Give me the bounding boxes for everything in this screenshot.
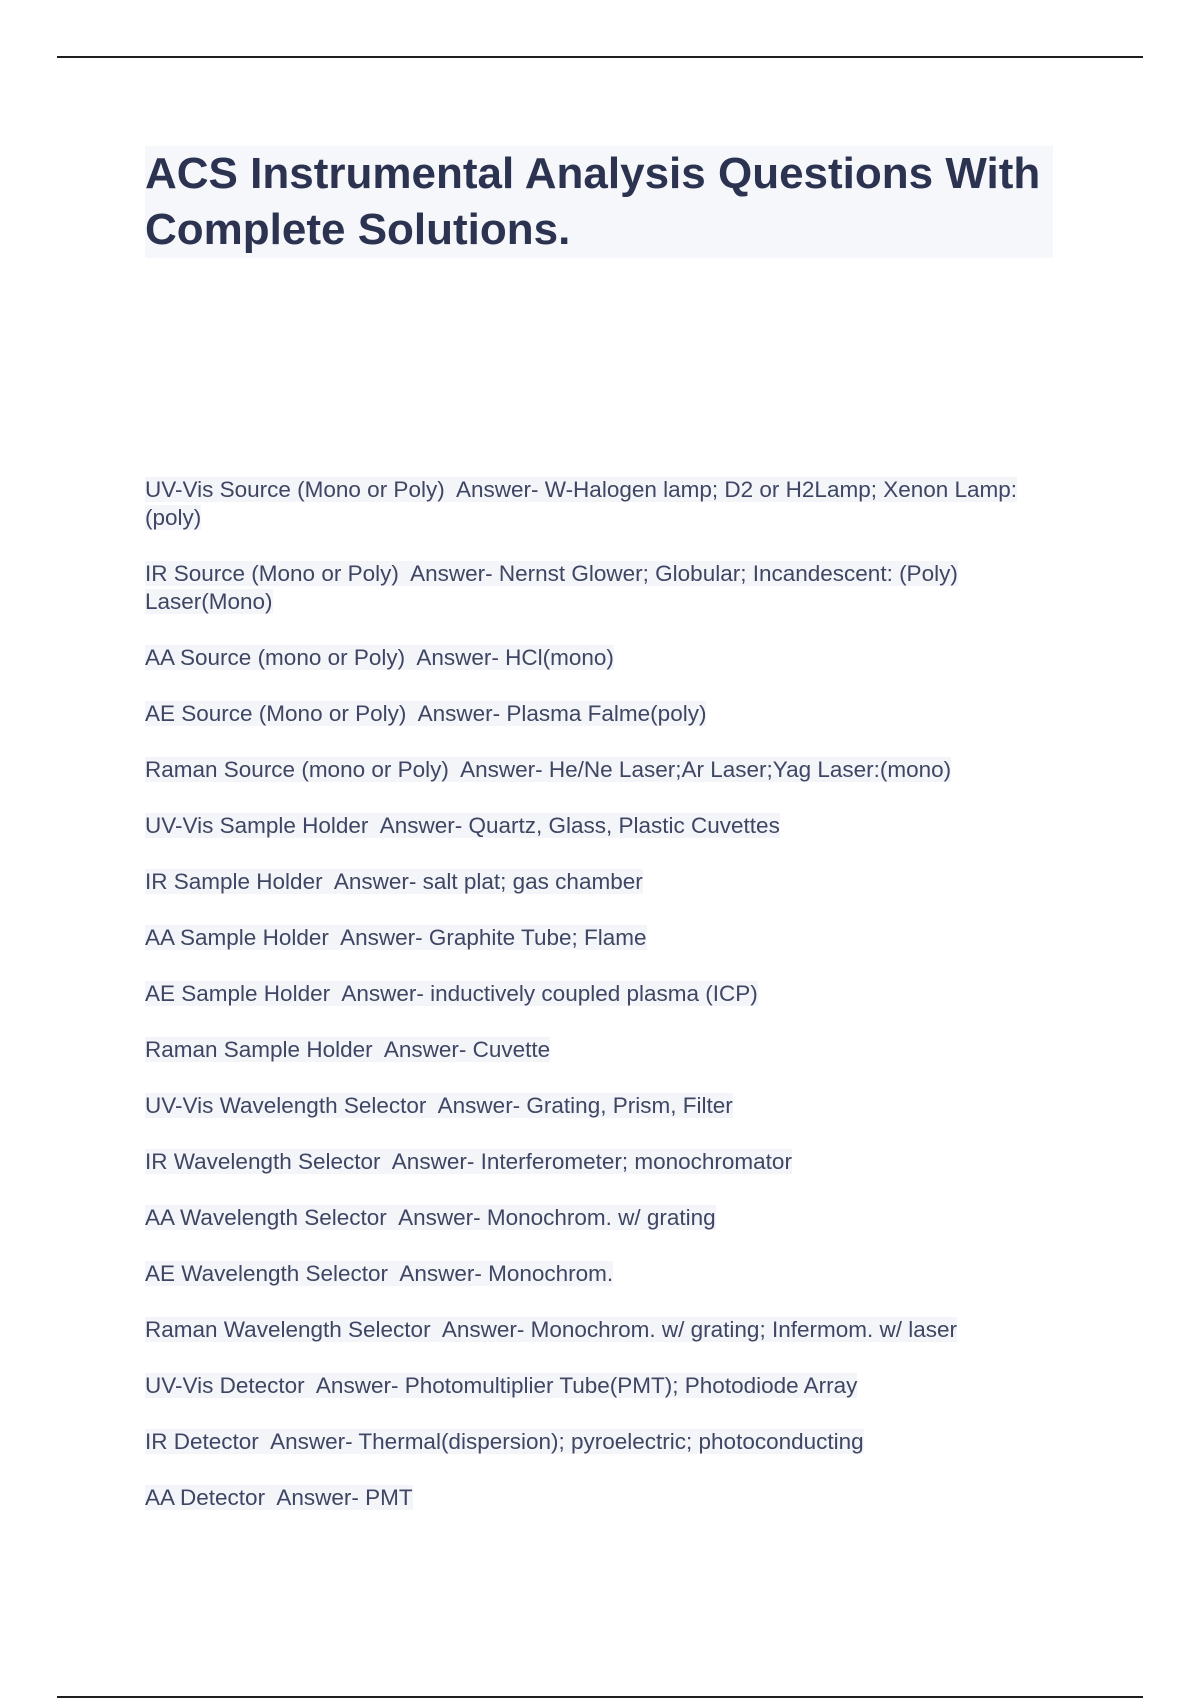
qa-item [145, 1260, 1045, 1288]
qa-item [145, 1204, 1045, 1232]
question-text: UV-Vis Wavelength Selector [145, 1093, 427, 1118]
qa-item [145, 1092, 1045, 1120]
top-divider [57, 56, 1143, 58]
answer-text: Answer- salt plat; gas chamber [333, 869, 643, 894]
qa-list [145, 476, 1045, 1512]
answer-text: Answer- HCl(mono) [416, 645, 614, 670]
answer-text: Answer- Graphite Tube; Flame [340, 925, 647, 950]
answer-text: Answer- Thermal(dispersion); pyroelectric; photoconducting [270, 1429, 864, 1454]
document-title: ACS Instrumental Analysis Questions With Complete Solutions. [145, 149, 1041, 254]
qa-item [145, 868, 1045, 896]
question-text: AE Source (Mono or Poly) [145, 701, 407, 726]
question-text: AA Sample Holder [145, 925, 329, 950]
question-text: AE Sample Holder [145, 981, 331, 1006]
question-text: AE Wavelength Selector [145, 1261, 389, 1286]
qa-item [145, 1148, 1045, 1176]
answer-text: Answer- Grating, Prism, Filter [437, 1093, 733, 1118]
question-text: Raman Wavelength Selector [145, 1317, 431, 1342]
question-text: UV-Vis Detector [145, 1373, 305, 1398]
qa-item [145, 1428, 1045, 1456]
qa-item [145, 1036, 1045, 1064]
answer-text: Answer- inductively coupled plasma (ICP) [341, 981, 758, 1006]
title-block [145, 146, 1053, 258]
answer-text: Answer- Monochrom. w/ grating [398, 1205, 716, 1230]
answer-text: Answer- Cuvette [383, 1037, 551, 1062]
question-text: UV-Vis Source (Mono or Poly) [145, 477, 445, 502]
qa-item [145, 1484, 1045, 1512]
answer-text: Answer- PMT [276, 1485, 413, 1510]
qa-item [145, 560, 1045, 616]
answer-text: Answer- Quartz, Glass, Plastic Cuvettes [379, 813, 780, 838]
question-text: Raman Source (mono or Poly) [145, 757, 449, 782]
answer-text: Answer- Monochrom. w/ grating; Infermom. w/ laser [441, 1317, 957, 1342]
answer-text: Answer- Nernst Glower; Globular; Incandescent: (Poly) Laser(Mono) [145, 561, 958, 614]
qa-item [145, 924, 1045, 952]
qa-item [145, 644, 1045, 672]
qa-item [145, 756, 1045, 784]
qa-item [145, 980, 1045, 1008]
question-text: AA Wavelength Selector [145, 1205, 387, 1230]
question-text: IR Source (Mono or Poly) [145, 561, 399, 586]
question-text: AA Detector [145, 1485, 266, 1510]
qa-item [145, 1372, 1045, 1400]
question-text: IR Detector [145, 1429, 259, 1454]
answer-text: Answer- Plasma Falme(poly) [417, 701, 707, 726]
answer-text: Answer- W-Halogen lamp; D2 or H2Lamp; Xenon Lamp:(poly) [145, 477, 1018, 530]
answer-text: Answer- Photomultiplier Tube(PMT); Photodiode Array [315, 1373, 858, 1398]
question-text: Raman Sample Holder [145, 1037, 373, 1062]
question-text: IR Wavelength Selector [145, 1149, 381, 1174]
question-text: AA Source (mono or Poly) [145, 645, 406, 670]
question-text: IR Sample Holder [145, 869, 323, 894]
qa-item [145, 476, 1045, 532]
qa-item [145, 700, 1045, 728]
answer-text: Answer- Interferometer; monochromator [391, 1149, 792, 1174]
bottom-divider [57, 1696, 1143, 1698]
answer-text: Answer- Monochrom. [399, 1261, 614, 1286]
qa-item [145, 1316, 1045, 1344]
answer-text: Answer- He/Ne Laser;Ar Laser;Yag Laser:(mono) [460, 757, 952, 782]
question-text: UV-Vis Sample Holder [145, 813, 369, 838]
qa-item [145, 812, 1045, 840]
